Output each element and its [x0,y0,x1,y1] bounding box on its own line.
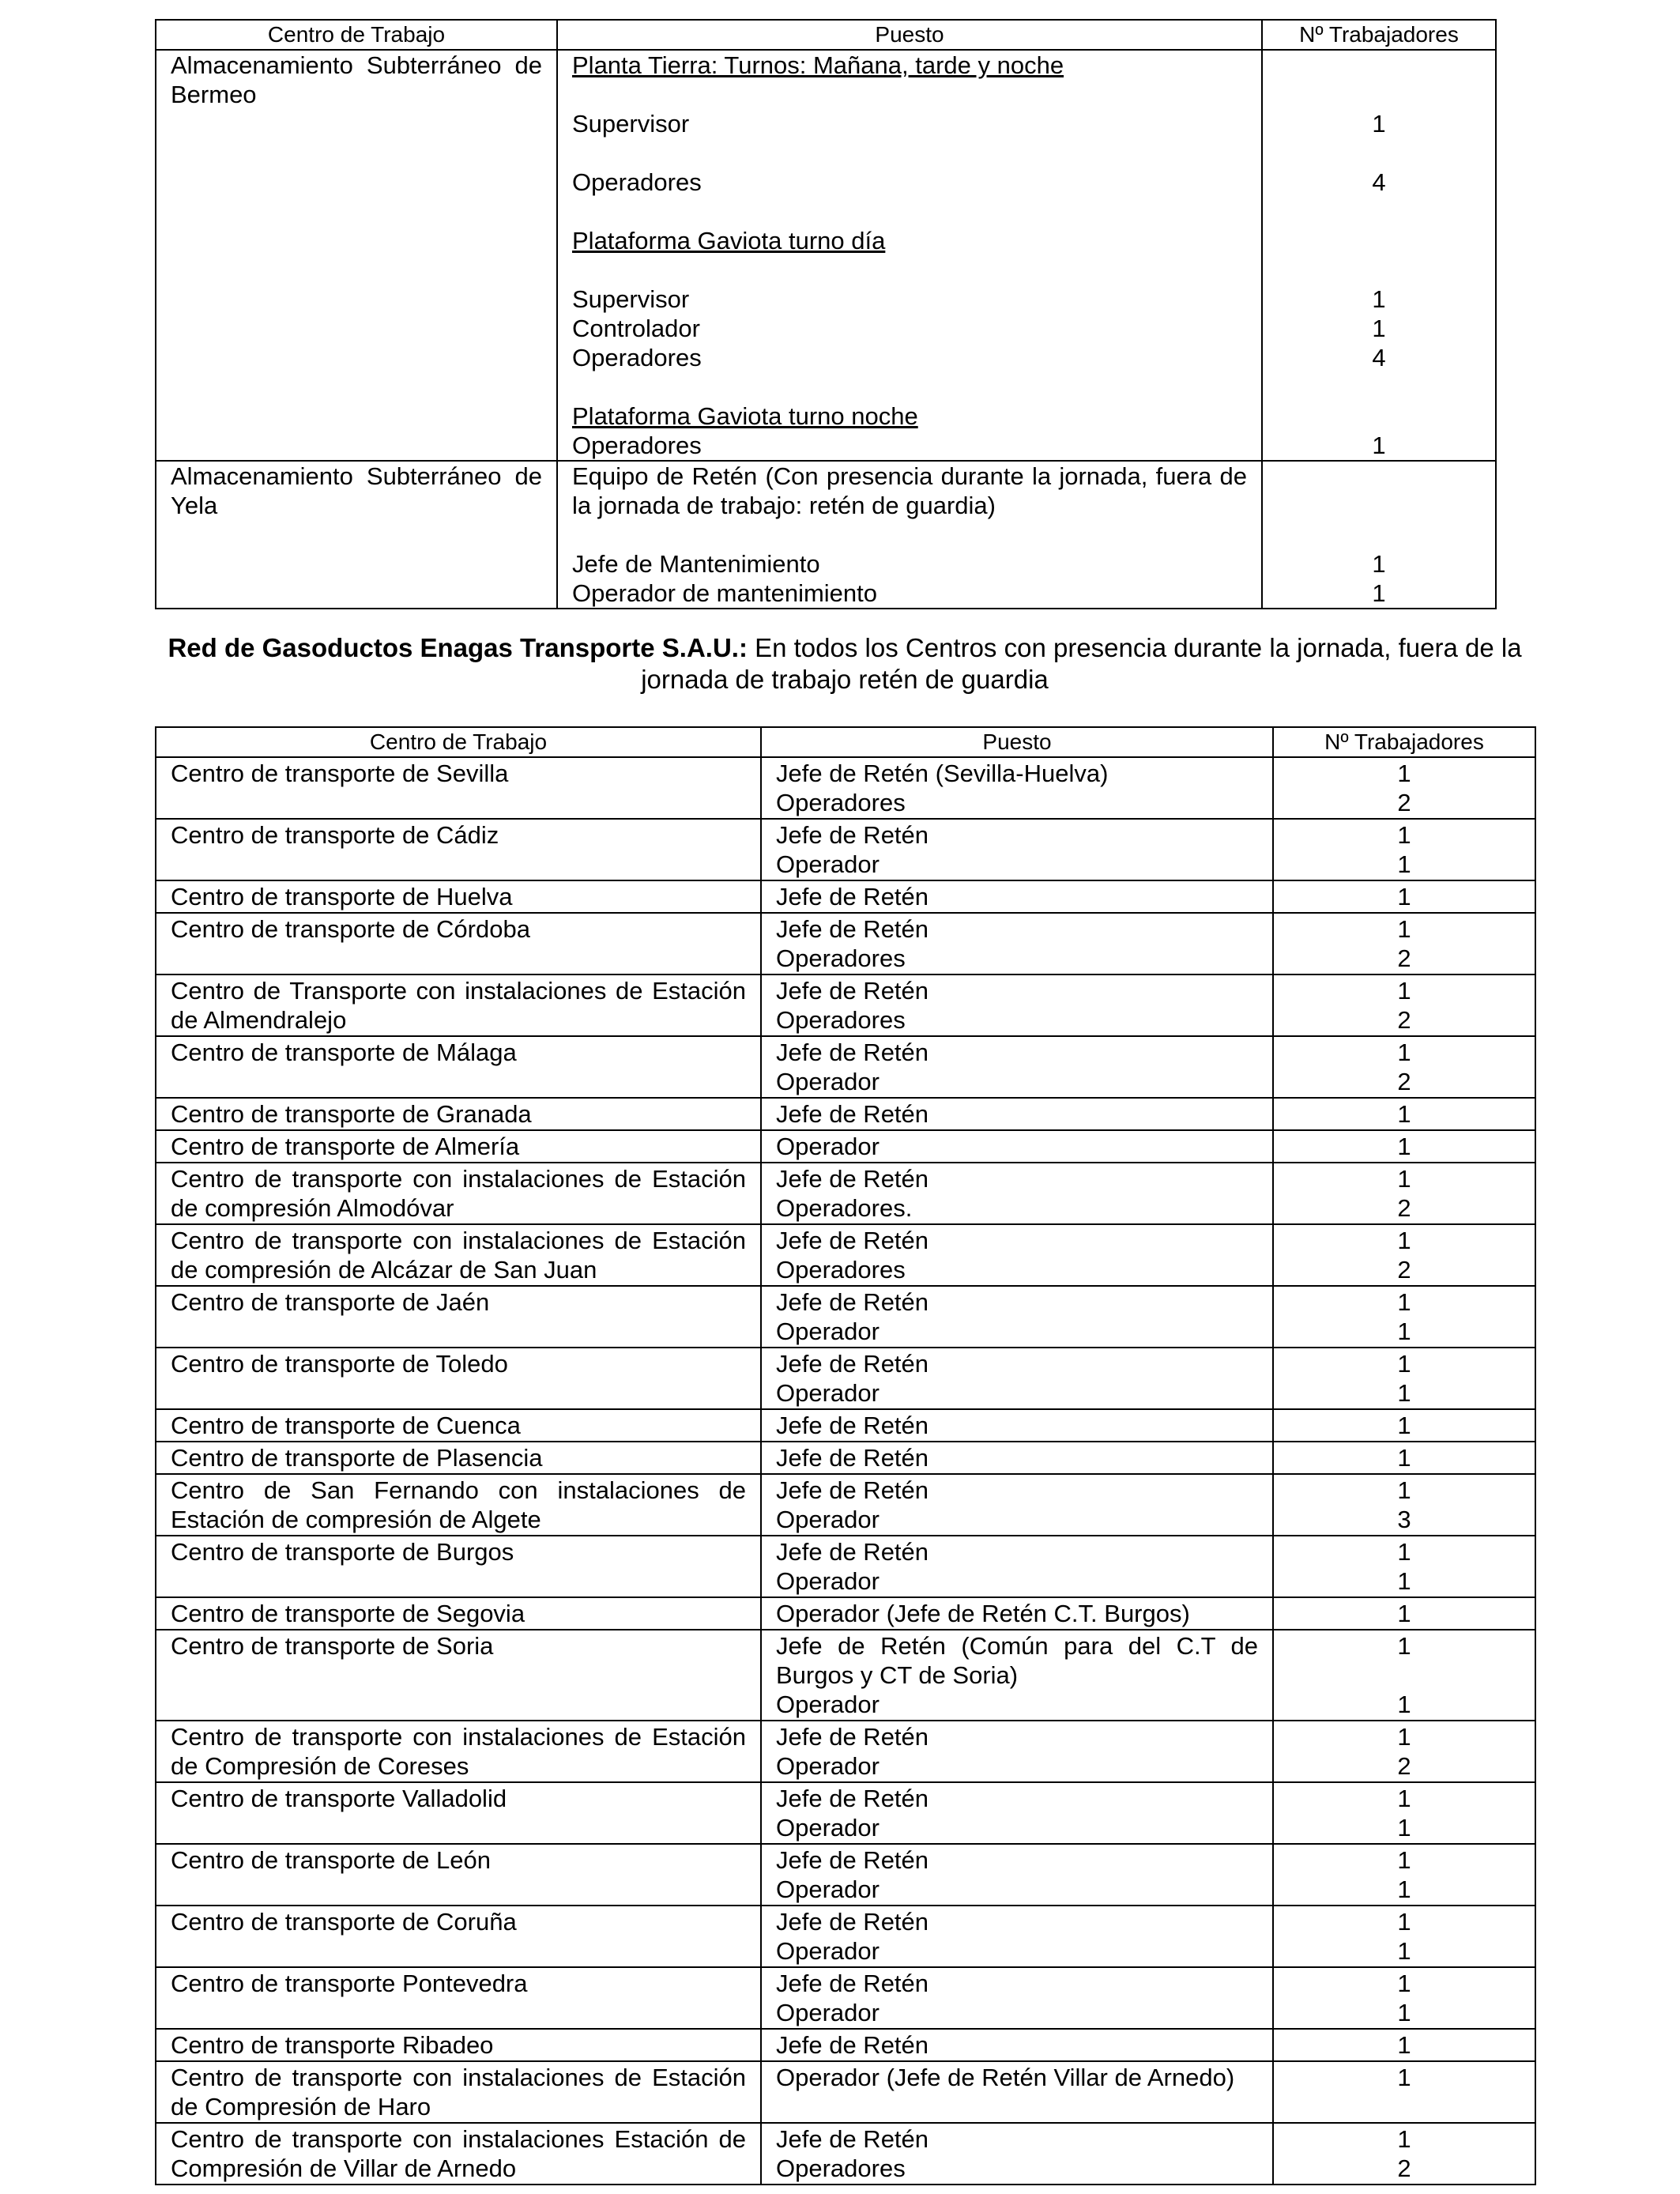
puesto-line: Jefe de Retén [776,821,929,849]
table-row [156,2123,1535,2185]
trabajadores-cell [1273,757,1535,819]
table-row [156,1474,1535,1536]
trabajadores-value: 1 [1397,2064,1411,2091]
centro-cell: Centro de Transporte con instalaciones de Estación de Almendralejo [156,974,761,1036]
puesto-cell [761,1721,1273,1782]
trabajadores-value: 3 [1397,1506,1411,1533]
puesto-line: Operador [776,1814,880,1842]
trabajadores-cell [1273,1442,1535,1474]
trabajadores-cell [1273,1409,1535,1442]
puesto-cell [761,1286,1273,1348]
centro-cell: Centro de transporte de Málaga [156,1036,761,1098]
puesto-line: Operador [776,1937,880,1965]
puesto-cell [761,819,1273,880]
puesto-line: Operadores [776,2154,906,2182]
trabajadores-value: 1 [1372,579,1386,607]
puesto-line: Operadores [572,168,702,196]
trabajadores-cell [1273,1036,1535,1098]
puesto-line: Jefe de Retén [776,1444,929,1472]
table-row [156,1224,1535,1286]
puesto-line: Planta Tierra: Turnos: Mañana, tarde y noche [572,51,1064,79]
puesto-cell [761,1098,1273,1130]
table-row [156,974,1535,1036]
centro-cell: Centro de transporte con instalaciones de Estación de Compresión de Haro [156,2061,761,2123]
puesto-cell [761,1844,1273,1906]
table-row [156,819,1535,880]
trabajadores-value: 1 [1397,1476,1411,1504]
centro-cell: Centro de transporte de Cádiz [156,819,761,880]
puesto-line: Operador [776,1068,880,1095]
trabajadores-cell [1273,1597,1535,1630]
trabajadores-value: 1 [1397,1875,1411,1903]
table-row [156,1782,1535,1844]
trabajadores-value: 1 [1397,850,1411,878]
puesto-line: Jefe de Retén (Sevilla-Huelva) [776,760,1109,787]
centro-cell: Centro de transporte de Plasencia [156,1442,761,1474]
puesto-line: Plataforma Gaviota turno noche [572,402,918,430]
trabajadores-cell [1273,1630,1535,1721]
puesto-cell [761,1163,1273,1224]
trabajadores-value: 1 [1372,285,1386,313]
puesto-line: Plataforma Gaviota turno día [572,227,886,254]
puesto-line: Jefe de Retén [776,1785,929,1812]
table-row [156,1536,1535,1597]
trabajadores-value: 2 [1397,789,1411,816]
puesto-line: Operador [776,1875,880,1903]
puesto-line: Jefe de Mantenimiento [572,550,820,578]
trabajadores-value: 1 [1397,1318,1411,1345]
puesto-line: Supervisor [572,110,690,138]
table-row [156,50,1496,461]
trabajadores-value: 1 [1397,1632,1411,1660]
table-row [156,1442,1535,1474]
trabajadores-value [1277,255,1481,285]
centro-cell: Centro de transporte de Coruña [156,1906,761,1967]
puesto-line [572,197,1247,226]
table-header-row [156,727,1535,757]
table-row [156,1130,1535,1163]
header-centro: Centro de Trabajo [156,727,761,757]
trabajadores-value [1277,51,1481,80]
puesto-line: Jefe de Retén [776,977,929,1005]
trabajadores-cell [1262,461,1496,609]
puesto-cell [761,1597,1273,1630]
trabajadores-value [1277,401,1481,431]
trabajadores-value: 1 [1372,110,1386,138]
centro-cell: Centro de transporte de Segovia [156,1597,761,1630]
puesto-cell [761,1967,1273,2029]
header-puesto: Puesto [557,20,1262,50]
table-row [156,461,1496,609]
trabajadores-value: 1 [1397,1227,1411,1254]
trabajadores-value: 1 [1397,1785,1411,1812]
puesto-cell [761,2061,1273,2123]
trabajadores-cell [1273,1224,1535,1286]
trabajadores-value: 1 [1397,1412,1411,1439]
centro-cell: Centro de transporte con instalaciones de Estación de compresión de Alcázar de San Juan [156,1224,761,1286]
trabajadores-value: 1 [1397,2031,1411,2059]
puesto-line: Operador [776,1999,880,2026]
trabajadores-value: 2 [1397,2154,1411,2182]
puesto-line: Jefe de Retén [776,1846,929,1874]
centro-cell: Centro de San Fernando con instalaciones de Estación de compresión de Algete [156,1474,761,1536]
centro-cell: Centro de transporte de Almería [156,1130,761,1163]
trabajadores-value: 1 [1397,1039,1411,1066]
trabajadores-value: 1 [1397,821,1411,849]
puesto-line: Operador (Jefe de Retén Villar de Arnedo) [776,2064,1235,2091]
puesto-line [572,520,1247,549]
centro-cell: Centro de transporte de Burgos [156,1536,761,1597]
centro-cell: Centro de transporte de Soria [156,1630,761,1721]
puesto-line: Jefe de Retén [776,883,929,910]
centro-cell: Centro de transporte con instalaciones de Estación de Compresión de Coreses [156,1721,761,1782]
centro-cell: Centro de transporte Pontevedra [156,1967,761,2029]
puesto-cell [761,1906,1273,1967]
trabajadores-value: 1 [1397,977,1411,1005]
puesto-line [572,255,1247,285]
trabajadores-value: 1 [1397,1538,1411,1566]
puesto-line: Jefe de Retén [776,1288,929,1316]
trabajadores-value: 1 [1397,1100,1411,1128]
puesto-line: Operadores [776,1006,906,1034]
trabajadores-value: 1 [1397,1723,1411,1751]
centro-cell: Centro de transporte de Toledo [156,1348,761,1409]
table-row [156,1906,1535,1967]
table-header-row [156,20,1496,50]
puesto-line: Jefe de Retén [776,1723,929,1751]
puesto-line: Operadores. [776,1194,913,1222]
trabajadores-value: 2 [1397,1752,1411,1780]
trabajadores-value: 1 [1372,432,1386,459]
trabajadores-cell [1262,50,1496,461]
table-row [156,1630,1535,1721]
trabajadores-cell [1273,1906,1535,1967]
puesto-line: Operador [776,1567,880,1595]
trabajadores-value [1277,372,1481,401]
puesto-line: Operadores [776,1256,906,1284]
puesto-line: Operador [776,850,880,878]
trabajadores-value: 2 [1397,1194,1411,1222]
puesto-line: Operador [776,1691,880,1718]
puesto-line [776,2092,1258,2121]
trabajadores-value: 2 [1397,1006,1411,1034]
puesto-line: Jefe de Retén [776,1350,929,1378]
trabajadores-cell [1273,1782,1535,1844]
puesto-line [572,138,1247,168]
centro-cell: Centro de transporte Ribadeo [156,2029,761,2061]
puesto-line: Operadores [776,789,906,816]
puesto-cell [761,913,1273,974]
puesto-line: Jefe de Retén [776,1908,929,1936]
puesto-line: Jefe de Retén [776,1476,929,1504]
trabajadores-cell [1273,880,1535,913]
puesto-cell [761,2029,1273,2061]
trabajadores-value: 1 [1397,1444,1411,1472]
table-row [156,1163,1535,1224]
puesto-line: Jefe de Retén [776,1039,929,1066]
trabajadores-value: 4 [1372,168,1386,196]
trabajadores-cell [1273,1721,1535,1782]
trabajadores-value: 1 [1397,1350,1411,1378]
centro-cell: Centro de transporte de Jaén [156,1286,761,1348]
puesto-cell [761,880,1273,913]
heading-rest: En todos los Centros con presencia durante la jornada, fuera de la jornada de trabajo retén de guardia [641,633,1522,694]
puesto-line: Operador [776,1379,880,1407]
header-trabajadores: Nº Trabajadores [1262,20,1496,50]
trabajadores-value: 1 [1397,1600,1411,1627]
puesto-line: Jefe de Retén [776,1538,929,1566]
trabajadores-cell [1273,1348,1535,1409]
puesto-cell [761,1630,1273,1721]
puesto-line [572,372,1247,401]
trabajadores-value: 1 [1397,760,1411,787]
puesto-line [572,80,1247,109]
trabajadores-value: 1 [1397,1691,1411,1718]
trabajadores-value: 1 [1372,315,1386,342]
trabajadores-cell [1273,1967,1535,2029]
puesto-line: Operadores [572,432,702,459]
puesto-line: Operador (Jefe de Retén C.T. Burgos) [776,1600,1190,1627]
puesto-line: Operador [776,1506,880,1533]
trabajadores-value: 1 [1397,1937,1411,1965]
puesto-cell [761,757,1273,819]
trabajadores-value: 1 [1397,1379,1411,1407]
centro-cell: Almacenamiento Subterráneo de Bermeo [156,50,557,461]
puesto-cell [557,461,1262,609]
trabajadores-value: 2 [1397,1256,1411,1284]
trabajadores-cell [1273,1130,1535,1163]
puesto-cell [761,1409,1273,1442]
puesto-line: Jefe de Retén [776,915,929,943]
puesto-cell [761,974,1273,1036]
trabajadores-cell [1273,1098,1535,1130]
trabajadores-value [1277,197,1481,226]
puesto-line: Jefe de Retén [776,1412,929,1439]
puesto-line: Operadores [572,344,702,371]
heading-bold: Red de Gasoductos Enagas Transporte S.A.U.: [168,633,748,662]
puesto-line: Operador [776,1133,880,1160]
trabajadores-cell [1273,1536,1535,1597]
trabajadores-value: 2 [1397,944,1411,972]
puesto-cell [761,1036,1273,1098]
puesto-line: Jefe de Retén [776,1100,929,1128]
table-row [156,1286,1535,1348]
puesto-line: Jefe de Retén [776,2031,929,2059]
puesto-line: Operadores [776,944,906,972]
trabajadores-value [1277,520,1481,549]
puesto-line: Jefe de Retén [776,1165,929,1193]
header-centro: Centro de Trabajo [156,20,557,50]
trabajadores-value: 4 [1372,344,1386,371]
trabajadores-cell [1273,1844,1535,1906]
trabajadores-value: 1 [1397,1814,1411,1842]
puesto-line: Supervisor [572,285,690,313]
section-heading [155,632,1535,696]
centro-cell: Centro de transporte con instalaciones de Estación de compresión Almodóvar [156,1163,761,1224]
trabajadores-cell [1273,2061,1535,2123]
trabajadores-value [1277,138,1481,168]
trabajadores-cell [1273,1474,1535,1536]
trabajadores-value: 1 [1372,550,1386,578]
puesto-cell [761,1474,1273,1536]
trabajadores-value: 1 [1397,2125,1411,2153]
table-row [156,1967,1535,2029]
trabajadores-value: 1 [1397,915,1411,943]
trabajadores-cell [1273,913,1535,974]
bermeo-yela-table [155,19,1497,609]
trabajadores-value: 1 [1397,1288,1411,1316]
puesto-line: Operador [776,1318,880,1345]
table-row [156,1597,1535,1630]
trabajadores-value: 1 [1397,1567,1411,1595]
centro-cell: Almacenamiento Subterráneo de Yela [156,461,557,609]
centro-cell: Centro de transporte con instalaciones Estación de Compresión de Villar de Arnedo [156,2123,761,2185]
trabajadores-cell [1273,819,1535,880]
puesto-line: Operador de mantenimiento [572,579,878,607]
puesto-line: Operador [776,1752,880,1780]
transport-centers-table [155,726,1536,2185]
trabajadores-value: 1 [1397,1908,1411,1936]
centro-cell: Centro de transporte de Sevilla [156,757,761,819]
table-row [156,1844,1535,1906]
table-row [156,1721,1535,1782]
table-row [156,1036,1535,1098]
puesto-cell [761,1442,1273,1474]
trabajadores-value: 1 [1397,1970,1411,1997]
puesto-cell [761,1224,1273,1286]
trabajadores-value: 2 [1397,1068,1411,1095]
trabajadores-cell [1273,2123,1535,2185]
centro-cell: Centro de transporte de Granada [156,1098,761,1130]
trabajadores-value: 1 [1397,1133,1411,1160]
table-row [156,1409,1535,1442]
header-trabajadores: Nº Trabajadores [1273,727,1535,757]
trabajadores-cell [1273,974,1535,1036]
puesto-line: Equipo de Retén (Con presencia durante la jornada, fuera de la jornada de trabajo: retén de guardia) [572,462,1247,519]
table-row [156,757,1535,819]
puesto-cell [761,2123,1273,2185]
puesto-line: Jefe de Retén [776,1970,929,1997]
centro-cell: Centro de transporte de Córdoba [156,913,761,974]
centro-cell: Centro de transporte de León [156,1844,761,1906]
trabajadores-cell [1273,1163,1535,1224]
trabajadores-value [1277,226,1481,255]
table-row [156,1348,1535,1409]
trabajadores-value [1288,2092,1520,2121]
trabajadores-value: 1 [1397,1999,1411,2026]
puesto-cell [761,1348,1273,1409]
trabajadores-value [1277,80,1481,109]
centro-cell: Centro de transporte Valladolid [156,1782,761,1844]
puesto-line: Controlador [572,315,700,342]
trabajadores-cell [1273,2029,1535,2061]
puesto-line: Jefe de Retén [776,1227,929,1254]
puesto-cell [557,50,1262,461]
table-row [156,2029,1535,2061]
trabajadores-value: 1 [1397,1846,1411,1874]
puesto-cell [761,1130,1273,1163]
trabajadores-cell [1273,1286,1535,1348]
centro-cell: Centro de transporte de Cuenca [156,1409,761,1442]
header-puesto: Puesto [761,727,1273,757]
puesto-cell [761,1536,1273,1597]
table-row [156,1098,1535,1130]
trabajadores-value: 1 [1397,883,1411,910]
centro-cell: Centro de transporte de Huelva [156,880,761,913]
puesto-line: Jefe de Retén (Común para del C.T de Burgos y CT de Soria) [776,1632,1258,1689]
table-row [156,913,1535,974]
trabajadores-value: 1 [1397,1165,1411,1193]
puesto-line: Jefe de Retén [776,2125,929,2153]
puesto-cell [761,1782,1273,1844]
table-row [156,2061,1535,2123]
table-row [156,880,1535,913]
trabajadores-value [1277,462,1481,520]
